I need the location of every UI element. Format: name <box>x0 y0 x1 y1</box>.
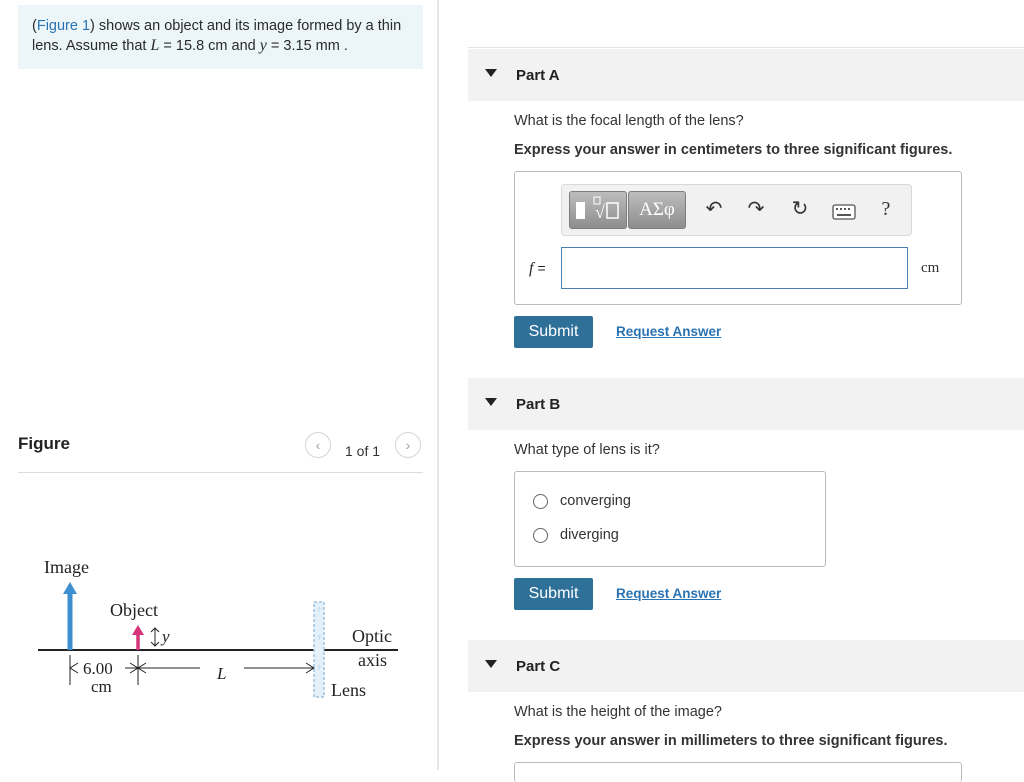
l-value: 15.8 cm <box>175 38 228 54</box>
answer-variable: f = <box>529 260 546 277</box>
problem-statement <box>18 5 423 69</box>
image-label: Image <box>44 557 89 577</box>
option-label: converging <box>560 493 631 509</box>
y-label: y <box>162 627 170 646</box>
figure-header <box>18 432 423 473</box>
equals: = <box>159 38 176 54</box>
panel-divider <box>437 0 439 770</box>
figure-title: Figure <box>18 434 70 453</box>
distance-unit: cm <box>91 677 112 696</box>
caret-down-icon <box>485 69 497 77</box>
intro-text: ) shows an object and its image formed by a thin lens. Assume that <box>32 18 402 54</box>
intro-text: and <box>227 38 260 54</box>
part-a-submit-button[interactable]: Submit <box>514 316 593 348</box>
l-variable: L <box>150 37 160 54</box>
parts-panel <box>468 0 1024 770</box>
help-button[interactable]: ? <box>881 198 891 220</box>
part-a-header[interactable] <box>468 49 1024 101</box>
part-b-title: Part B <box>516 396 561 413</box>
next-figure-button[interactable] <box>395 432 421 458</box>
object-arrowhead <box>132 625 144 635</box>
figure-pager: 1 of 1 <box>345 443 381 459</box>
y-variable: y <box>259 37 267 54</box>
part-a-question: What is the focal length of the lens? <box>514 113 744 129</box>
caret-down-icon <box>485 660 497 668</box>
intro-text: . <box>339 38 348 54</box>
option-label: diverging <box>560 527 619 543</box>
svg-text:√: √ <box>595 202 605 222</box>
svg-text:?: ? <box>317 608 321 614</box>
templates-button[interactable] <box>569 191 627 229</box>
part-b-submit-button[interactable]: Submit <box>514 578 593 610</box>
svg-text:?: ? <box>317 666 321 672</box>
intro-text: ( <box>32 18 37 34</box>
keyboard-icon[interactable] <box>830 201 858 227</box>
y-value: 3.15 mm <box>283 38 340 54</box>
part-c-question: What is the height of the image? <box>514 704 722 720</box>
radio-button[interactable] <box>533 528 548 543</box>
reset-icon[interactable]: ↻ <box>791 198 809 220</box>
undo-icon[interactable]: ↶ <box>705 198 723 220</box>
chevron-left-icon: ‹ <box>315 437 321 453</box>
part-a-answer-box <box>514 171 962 305</box>
caret-down-icon <box>485 398 497 406</box>
part-c-instruction: Express your answer in millimeters to three significant figures. <box>514 733 948 749</box>
part-b-request-answer-link[interactable]: Request Answer <box>616 586 722 601</box>
part-a-request-answer-link[interactable]: Request Answer <box>616 324 722 339</box>
lens-shape <box>314 602 324 697</box>
object-label: Object <box>110 600 158 620</box>
optic-label: Optic <box>352 626 392 646</box>
redo-icon[interactable]: ↷ <box>747 198 765 220</box>
chevron-right-icon: › <box>405 437 411 453</box>
top-rule <box>468 47 1024 48</box>
greek-symbols-button[interactable]: ΑΣφ <box>628 191 686 229</box>
prev-figure-button[interactable] <box>305 432 331 458</box>
equals: = <box>266 38 284 54</box>
problem-panel <box>0 0 437 770</box>
math-toolbar <box>561 184 912 236</box>
svg-text:?: ? <box>317 636 321 642</box>
part-a-instruction: Express your answer in centimeters to three significant figures. <box>514 142 953 158</box>
lens-figure <box>30 550 420 710</box>
part-c-answer-box <box>514 762 962 782</box>
focal-length-input[interactable] <box>561 247 908 289</box>
templates-icon <box>570 192 626 228</box>
image-arrowhead <box>63 582 77 594</box>
axis-label: axis <box>358 650 387 670</box>
lens-type-options <box>514 471 826 567</box>
answer-unit: cm <box>921 260 940 276</box>
part-b-header[interactable] <box>468 378 1024 430</box>
part-c-title: Part C <box>516 658 561 675</box>
distance-value: 6.00 <box>83 659 113 678</box>
part-a-title: Part A <box>516 67 560 84</box>
part-b-question: What type of lens is it? <box>514 442 660 458</box>
part-c-header[interactable] <box>468 640 1024 692</box>
l-label: L <box>217 664 227 683</box>
figure-link[interactable]: Figure 1 <box>36 18 91 34</box>
lens-label: Lens <box>331 680 366 700</box>
radio-button[interactable] <box>533 494 548 509</box>
